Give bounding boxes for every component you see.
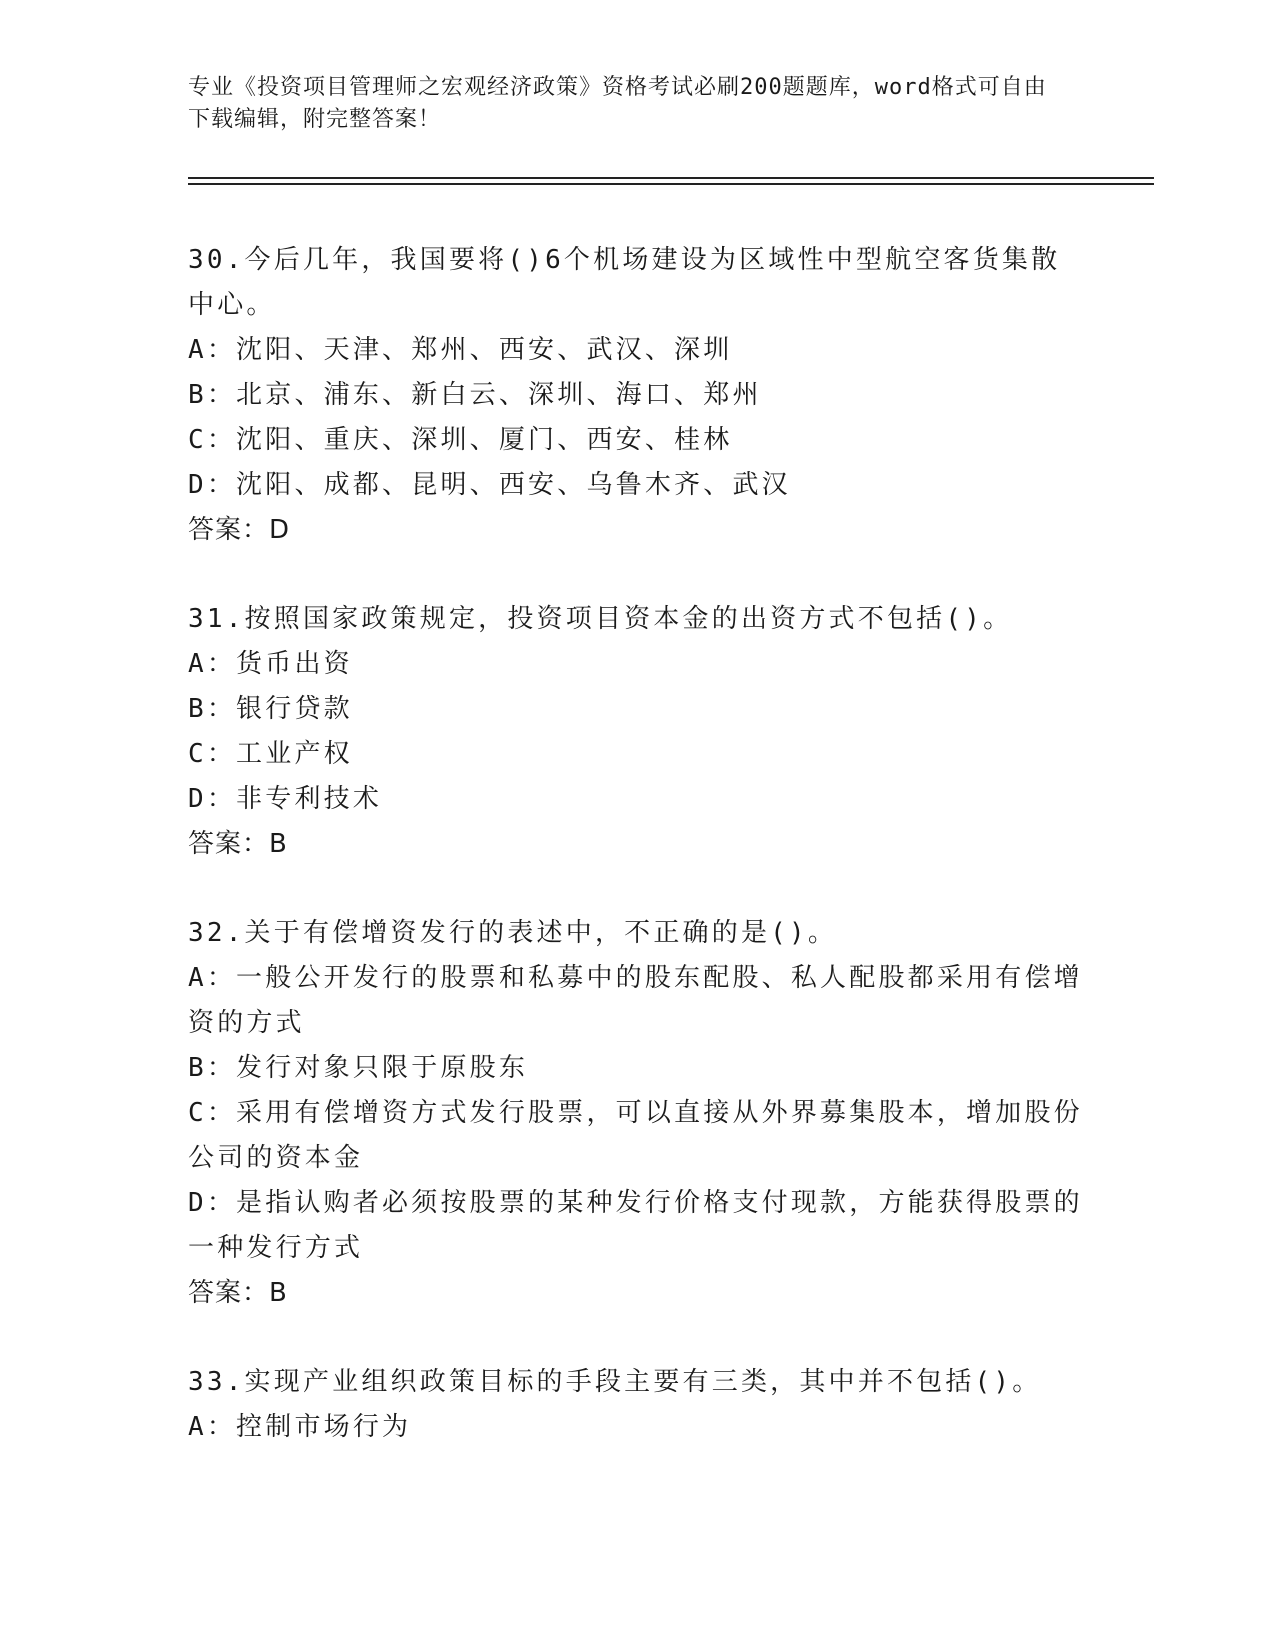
question-stem: 33.实现产业组织政策目标的手段主要有三类，其中并不包括()。 xyxy=(188,1367,1042,1397)
option-c: C：采用有偿增资方式发行股票，可以直接从外界募集股本，增加股份公司的资本金 xyxy=(188,1098,1083,1173)
option-a: A：控制市场行为 xyxy=(188,1412,412,1442)
header-divider-top xyxy=(188,177,1154,179)
option-d: D：是指认购者必须按股票的某种发行价格支付现款，方能获得股票的一种发行方式 xyxy=(188,1188,1083,1263)
question-33 xyxy=(188,1360,1088,1450)
option-d: D：非专利技术 xyxy=(188,784,383,814)
answer: 答案：D xyxy=(188,515,291,545)
question-31 xyxy=(188,597,1088,867)
question-stem: 31.按照国家政策规定，投资项目资本金的出资方式不包括()。 xyxy=(188,604,1013,634)
question-30 xyxy=(188,238,1088,553)
document-header: 专业《投资项目管理师之宏观经济政策》资格考试必刷200题题库，word格式可自由下载编辑，附完整答案！ xyxy=(188,75,1047,132)
question-list xyxy=(188,238,1088,1494)
option-c: C：工业产权 xyxy=(188,739,353,769)
option-a: A：货币出资 xyxy=(188,649,353,679)
question-stem: 32.关于有偿增资发行的表述中，不正确的是()。 xyxy=(188,918,838,948)
question-stem: 30.今后几年，我国要将()6个机场建设为区域性中型航空客货集散中心。 xyxy=(188,245,1061,320)
option-b: B：发行对象只限于原股东 xyxy=(188,1053,529,1083)
option-a: A：沈阳、天津、郑州、西安、武汉、深圳 xyxy=(188,335,733,365)
answer: 答案：B xyxy=(188,829,288,859)
option-b: B：北京、浦东、新白云、深圳、海口、郑州 xyxy=(188,380,762,410)
option-d: D：沈阳、成都、昆明、西安、乌鲁木齐、武汉 xyxy=(188,470,791,500)
option-b: B：银行贷款 xyxy=(188,694,353,724)
answer: 答案：B xyxy=(188,1278,288,1308)
option-c: C：沈阳、重庆、深圳、厦门、西安、桂林 xyxy=(188,425,733,455)
option-a: A：一般公开发行的股票和私募中的股东配股、私人配股都采用有偿增资的方式 xyxy=(188,963,1083,1038)
header-divider-bottom xyxy=(188,183,1154,185)
question-32 xyxy=(188,911,1088,1316)
